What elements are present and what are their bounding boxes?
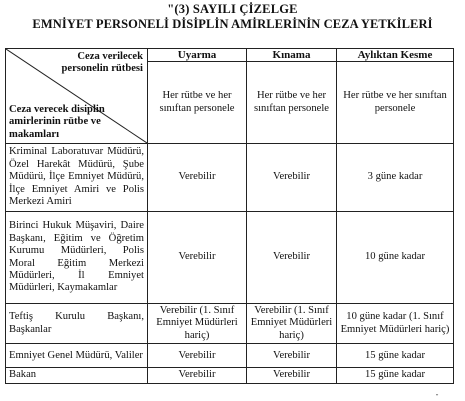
table-row bbox=[6, 212, 454, 304]
authority-cell: Teftiş Kurulu Başkanı, Başkanlar bbox=[6, 304, 148, 344]
uyarma-cell: Verebilir bbox=[148, 144, 247, 212]
kinama-cell: Verebilir bbox=[247, 212, 337, 304]
authority-cell: Emniyet Genel Müdürü, Valiler bbox=[6, 344, 148, 368]
ayliktan-kesme-cell: 3 güne kadar bbox=[337, 144, 454, 212]
uyarma-cell: Verebilir bbox=[148, 344, 247, 368]
table-row bbox=[6, 344, 454, 368]
uyarma-cell: Verebilir bbox=[148, 212, 247, 304]
corner-label-authority-rank: Ceza verecek disiplin amirlerinin rütbe ve makamları bbox=[9, 103, 105, 140]
kinama-cell: Verebilir (1. Sınıf Emniyet Müdürleri hariç) bbox=[247, 304, 337, 344]
table-row bbox=[6, 144, 454, 212]
document-title-line2: EMNİYET PERSONELİ DİSİPLİN AMİRLERİNİN CEZA YETKİLERİ bbox=[32, 17, 433, 31]
authority-cell: Kriminal Laboratuvar Müdürü, Özel Harekât Müdürü, Şube Müdürü, İlçe Emniyet Müdürü, İlçe Emniyet Amiri ve Polis Merkezi Amiri bbox=[6, 144, 148, 212]
authority-cell: Bakan bbox=[6, 368, 148, 383]
kinama-cell: Verebilir bbox=[247, 344, 337, 368]
column-header-kinama: Kınama bbox=[247, 49, 337, 62]
column-header-ayliktan-kesme: Aylıktan Kesme bbox=[337, 49, 454, 62]
kinama-cell: Verebilir bbox=[247, 144, 337, 212]
ayliktan-kesme-cell: 15 güne kadar bbox=[337, 344, 454, 368]
uyarma-cell: Verebilir (1. Sınıf Emniyet Müdürleri hariç) bbox=[148, 304, 247, 344]
scope-cell-kinama: Her rütbe ve her sınıftan personele bbox=[247, 62, 337, 144]
ayliktan-kesme-cell: 10 güne kadar bbox=[337, 212, 454, 304]
table-row bbox=[6, 304, 454, 344]
corner-label-personnel-rank: Ceza verilecek personelin rütbesi bbox=[61, 51, 143, 75]
scope-cell-ayliktan-kesme: Her rütbe ve her sınıftan personele bbox=[337, 62, 454, 144]
authority-cell: Birinci Hukuk Müşaviri, Daire Başkanı, Eğitim ve Öğretim Kurumu Müdürleri, Polis Moral Eğitim Merkezi Müdürleri, İl Emniyet Müdürleri, Kaymakamlar bbox=[6, 212, 148, 304]
column-header-uyarma: Uyarma bbox=[148, 49, 247, 62]
penalty-authority-table bbox=[5, 48, 454, 384]
table-header-row bbox=[6, 49, 454, 62]
uyarma-cell: Verebilir bbox=[148, 368, 247, 383]
diagonal-corner-cell bbox=[6, 49, 148, 144]
ayliktan-kesme-cell: 10 güne kadar (1. Sınıf Emniyet Müdürleri hariç) bbox=[337, 304, 454, 344]
document-title-line1: "(3) SAYILI ÇİZELGE bbox=[167, 2, 298, 16]
table-row bbox=[6, 368, 454, 383]
scope-cell-uyarma: Her rütbe ve her sınıftan personele bbox=[148, 62, 247, 144]
ayliktan-kesme-cell: 15 güne kadar bbox=[337, 368, 454, 383]
closing-quote-mark: " bbox=[436, 394, 440, 400]
kinama-cell: Verebilir bbox=[247, 368, 337, 383]
